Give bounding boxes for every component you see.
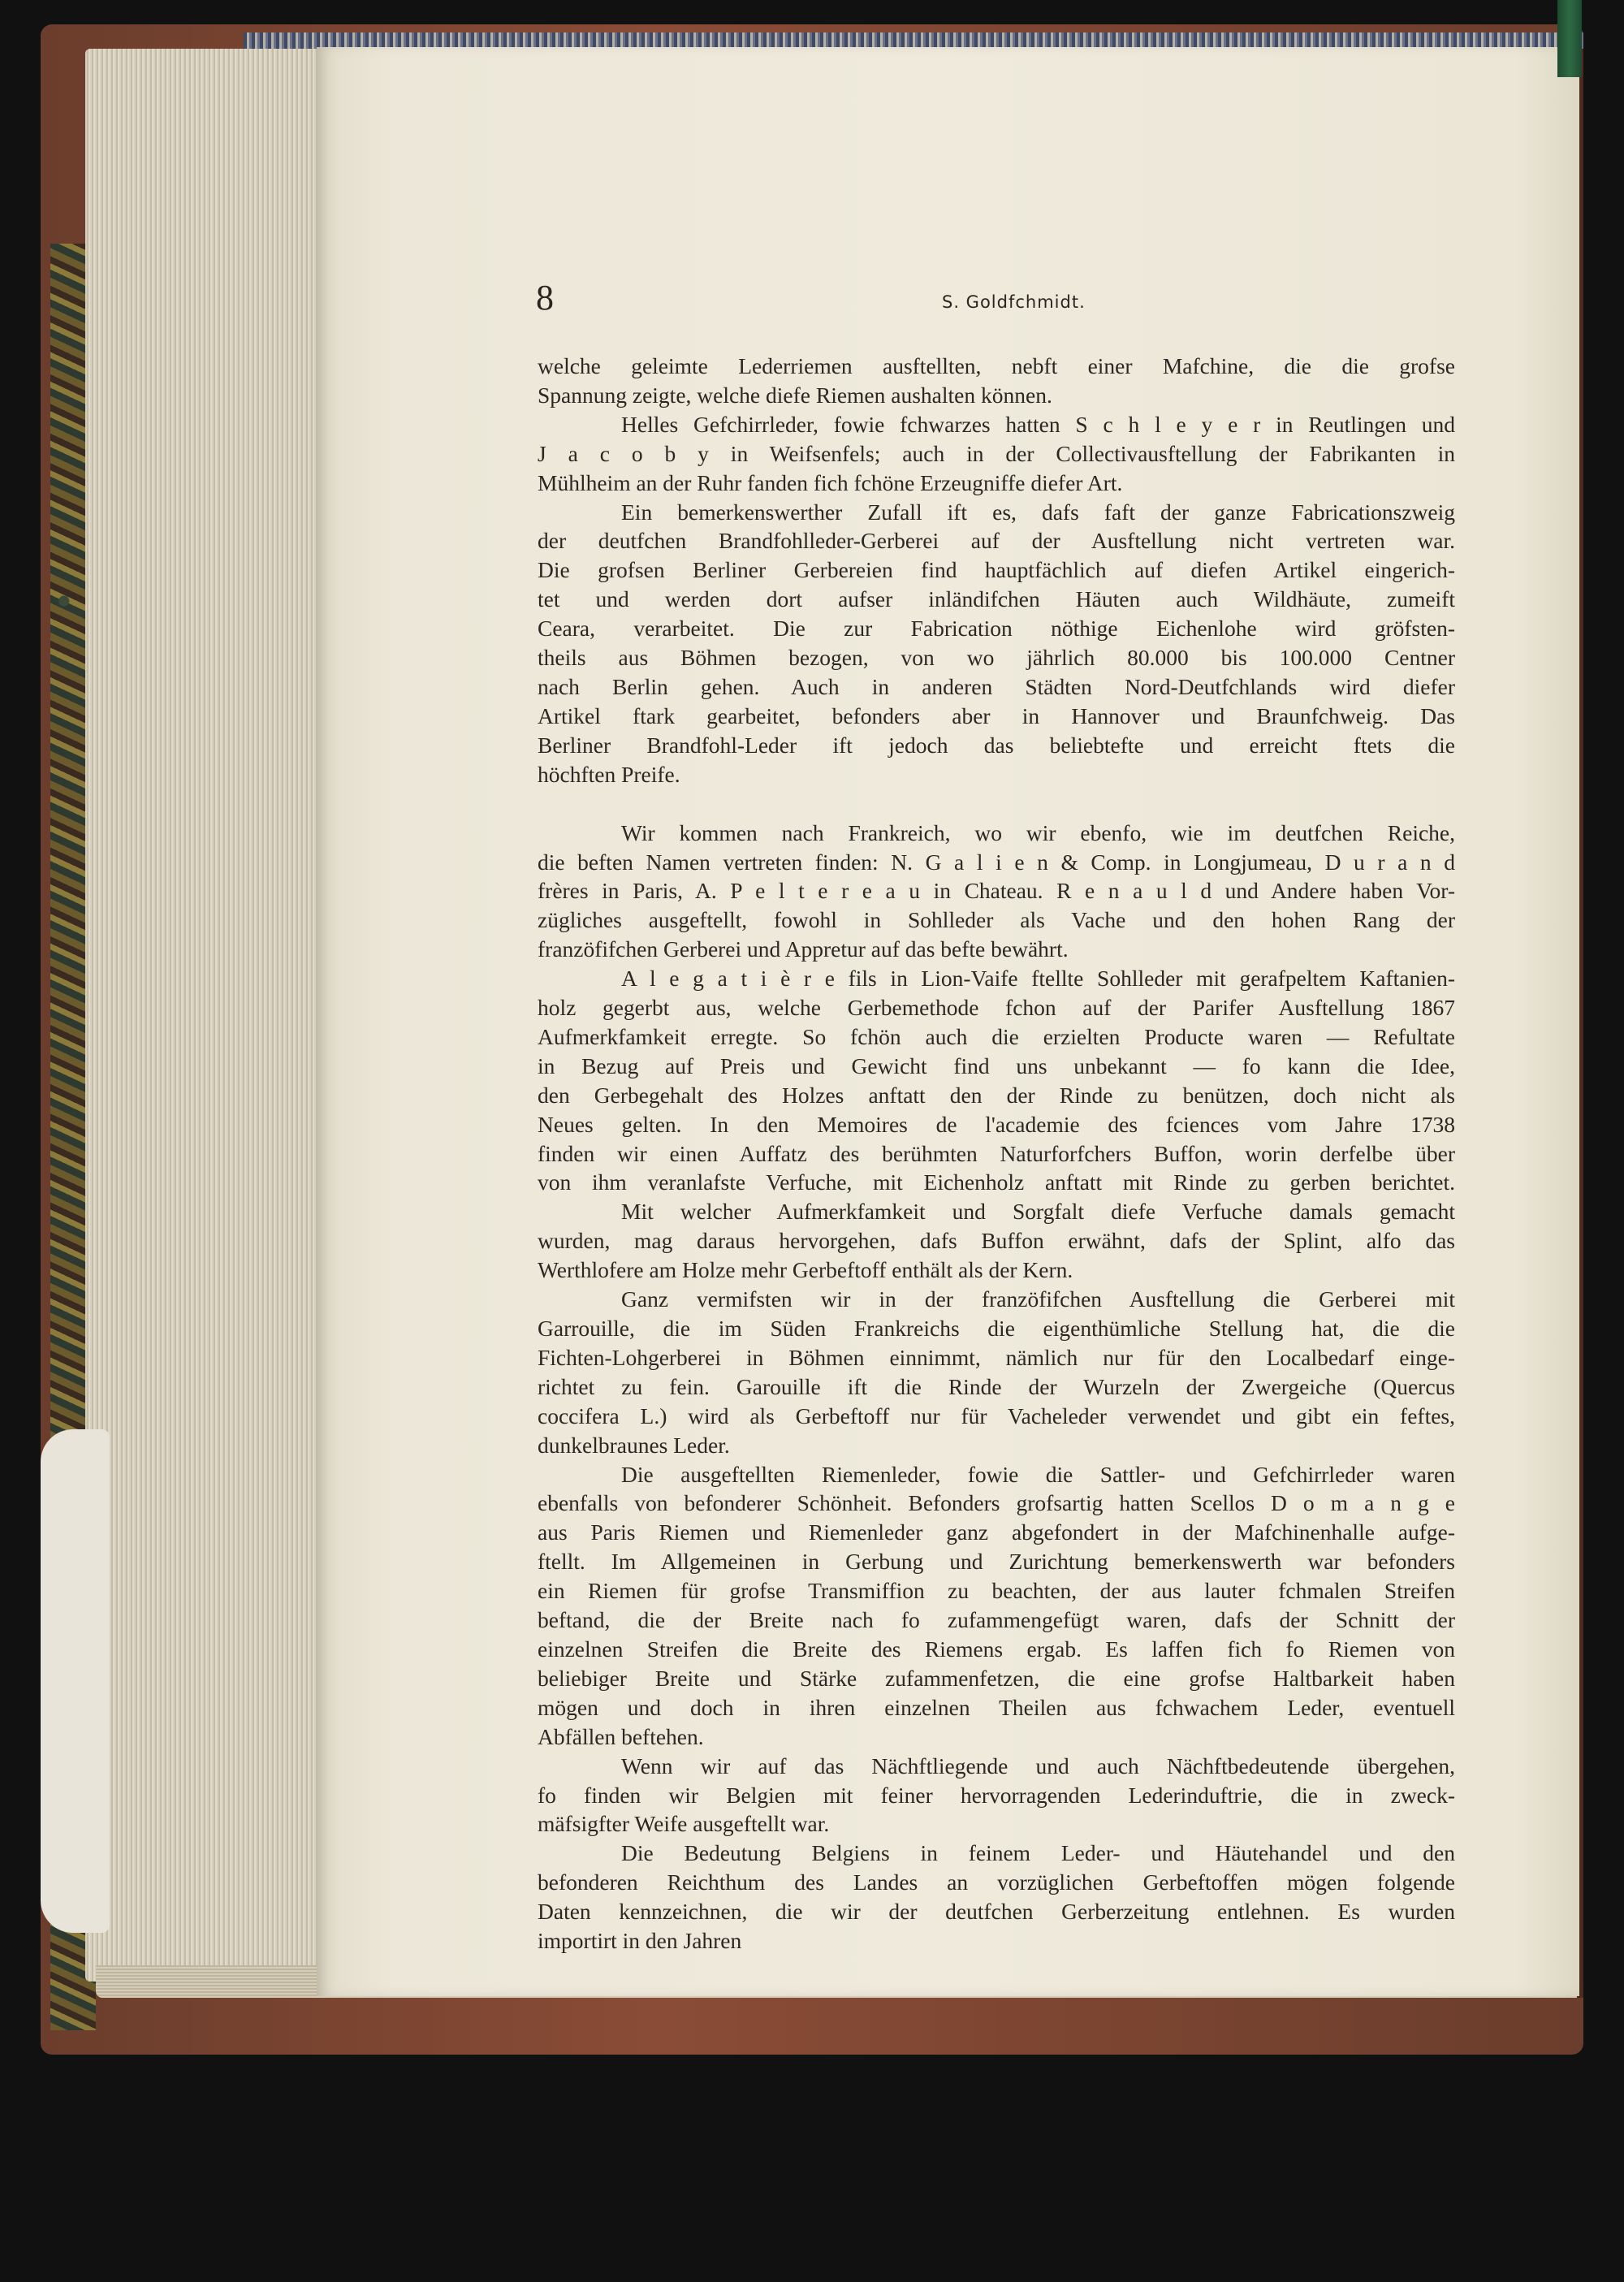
text-line: Die Bedeutung Belgiens in feinem Leder- und Häutehandel und den bbox=[621, 1840, 1455, 1866]
text-line: von ihm veranlafste Verfuche, mit Eichenholz anftatt mit Rinde zu gerben berichtet. bbox=[538, 1169, 1455, 1195]
text-line: coccifera L.) wird als Gerbeftoff nur für Vacheleder verwendet und gibt ein feftes, bbox=[538, 1402, 1455, 1428]
text-line: theils aus Böhmen bezogen, von wo jährlich 80.000 bis 100.000 Centner bbox=[538, 645, 1455, 671]
text-line: Spannung zeigte, welche diefe Riemen aushalten können. bbox=[538, 382, 1052, 408]
running-head: S. Goldfchmidt. bbox=[942, 292, 1086, 312]
text-line: Die grofsen Berliner Gerbereien find hauptfächlich auf diefen Artikel eingerich- bbox=[538, 557, 1455, 583]
text-line: wurden, mag daraus hervorgehen, dafs Buffon erwähnt, dafs der Splint, alfo das bbox=[538, 1228, 1455, 1254]
text-line: ein Riemen für grofse Transmiffion zu beachten, der aus lauter fchmalen Streifen bbox=[538, 1578, 1455, 1604]
text-line: welche geleimte Lederriemen ausftellten, nebft einer Mafchine, die die grofse bbox=[538, 353, 1455, 378]
text-line: fo finden wir Belgien mit feiner hervorragenden Lederinduftrie, die in zweck- bbox=[538, 1782, 1455, 1808]
paper-flap bbox=[41, 1429, 110, 1933]
text-line: Die ausgeftellten Riemenleder, fowie die Sattler- und Gefchirrleder waren bbox=[621, 1461, 1455, 1487]
text-line: mäfsigfter Weife ausgeftellt war. bbox=[538, 1811, 830, 1837]
text-line: aus Paris Riemen und Riemenleder ganz abgefondert in der Mafchinenhalle aufge- bbox=[538, 1519, 1455, 1545]
text-line: zügliches ausgeftellt, fowohl in Sohlleder als Vache und den hohen Rang der bbox=[538, 907, 1455, 933]
text-line: beftand, die der Breite nach fo zufammengefügt waren, dafs der Schnitt der bbox=[538, 1607, 1455, 1633]
text-line: Wenn wir auf das Nächftliegende und auch Nächftbedeutende übergehen, bbox=[621, 1753, 1455, 1778]
text-line: Aufmerkfamkeit erregte. So fchön auch die erzielten Producte waren — Refultate bbox=[538, 1023, 1455, 1049]
text-line: befonderen Reichthum des Landes an vorzüglichen Gerbeftoffen mögen folgende bbox=[538, 1869, 1455, 1895]
text-line: einzelnen Streifen die Breite des Riemens ergab. Es laffen fich fo Riemen von bbox=[538, 1636, 1455, 1662]
text-line: finden wir einen Auffatz des berühmten Naturforfchers Buffon, worin derfelbe über bbox=[538, 1140, 1455, 1166]
text-line: in Bezug auf Preis und Gewicht find uns unbekannt — fo kann die Idee, bbox=[538, 1052, 1455, 1078]
text-line: mögen und doch in ihren einzelnen Theilen aus fchwachem Leder, eventuell bbox=[538, 1694, 1455, 1720]
text-line: dunkelbraunes Leder. bbox=[538, 1432, 730, 1458]
text-line: Neues gelten. In den Memoires de l'academie des fciences vom Jahre 1738 bbox=[538, 1111, 1455, 1137]
text-line: Fichten-Lohgerberei in Böhmen einnimmt, nämlich nur für den Localbedarf einge- bbox=[538, 1344, 1455, 1370]
text-line: Mit welcher Aufmerkfamkeit und Sorgfalt diefe Verfuche damals gemacht bbox=[621, 1199, 1455, 1225]
text-line: Ganz vermifsten wir in der franzöfifchen Ausftellung die Gerberei mit bbox=[621, 1286, 1455, 1312]
text-line: den Gerbegehalt des Holzes anftatt den der Rinde zu benützen, doch nicht als bbox=[538, 1082, 1455, 1108]
text-line: Ein bemerkenswerther Zufall ift es, dafs faft der ganze Fabricationszweig bbox=[621, 499, 1455, 525]
text-line: beliebiger Breite und Stärke zufammenfetzen, die eine grofse Haltbarkeit haben bbox=[538, 1665, 1455, 1691]
text-line: Artikel ftark gearbeitet, befonders aber in Hannover und Braunfchweig. Das bbox=[538, 702, 1455, 728]
paragraph-gap bbox=[538, 789, 1455, 819]
bookmark-ribbon bbox=[1557, 0, 1582, 77]
text-line: der deutfchen Brandfohlleder-Gerberei auf der Ausftellung nicht vertreten war. bbox=[538, 528, 1455, 554]
text-line: Mühlheim an der Ruhr fanden fich fchöne Erzeugniffe diefer Art. bbox=[538, 469, 1123, 495]
text-line: J a c o b y in Weifsenfels; auch in der Collectivausftellung der Fabrikanten in bbox=[538, 440, 1455, 466]
text-line: Wir kommen nach Frankreich, wo wir ebenfo, wie im deutfchen Reiche, bbox=[621, 819, 1455, 845]
text-line: Helles Gefchirrleder, fowie fchwarzes hatten S c h l e y e r in Reutlingen und bbox=[621, 411, 1455, 437]
text-line: tet und werden dort aufser inländifchen Häuten auch Wildhäute, zumeift bbox=[538, 586, 1455, 612]
text-line: A l e g a t i è r e fils in Lion-Vaife ftellte Sohlleder mit gerafpeltem Kaftanien- bbox=[621, 966, 1455, 992]
text-line: ebenfalls von befonderer Schönheit. Befonders grofsartig hatten Scellos D o m a n g e bbox=[538, 1490, 1455, 1516]
body-text bbox=[538, 352, 1455, 1956]
text-line: holz gegerbt aus, welche Gerbemethode fchon auf der Parifer Ausftellung 1867 bbox=[538, 995, 1455, 1021]
text-line: höchften Preife. bbox=[538, 761, 680, 787]
text-line: Daten kennzeichnen, die wir der deutfchen Gerberzeitung entlehnen. Es wurden bbox=[538, 1899, 1455, 1925]
text-line: nach Berlin gehen. Auch in anderen Städten Nord-Deutfchlands wird diefer bbox=[538, 673, 1455, 699]
text-line: Berliner Brandfohl-Leder ift jedoch das beliebtefte und erreicht ftets die bbox=[538, 732, 1455, 758]
text-line: franzöfifchen Gerberei und Appretur auf das befte bewährt. bbox=[538, 936, 1069, 962]
text-line: richtet zu fein. Garouille ift die Rinde der Wurzeln der Zwergeiche (Quercus bbox=[538, 1373, 1455, 1399]
page-stack-left bbox=[85, 49, 329, 1982]
text-line: Garrouille, die im Süden Frankreichs die eigenthümliche Stellung hat, die die bbox=[538, 1316, 1455, 1341]
text-line: importirt in den Jahren bbox=[538, 1928, 742, 1954]
text-line: Ceara, verarbeitet. Die zur Fabrication nöthige Eichenlohe wird gröfsten- bbox=[538, 616, 1455, 642]
text-line: Werthlofere am Holze mehr Gerbeftoff enthält als der Kern. bbox=[538, 1257, 1073, 1283]
page-number: 8 bbox=[536, 278, 554, 318]
text-line: frères in Paris, A. P e l t e r e a u in Chateau. R e n a u l d und Andere haben Vor- bbox=[538, 878, 1455, 904]
text-line: die beften Namen vertreten finden: N. G a l i e n & Comp. in Longjumeau, D u r a n d bbox=[538, 849, 1455, 875]
text-line: Abfällen beftehen. bbox=[538, 1723, 704, 1749]
text-line: ftellt. Im Allgemeinen in Gerbung und Zurichtung bemerkenswerth war befonders bbox=[538, 1549, 1455, 1575]
